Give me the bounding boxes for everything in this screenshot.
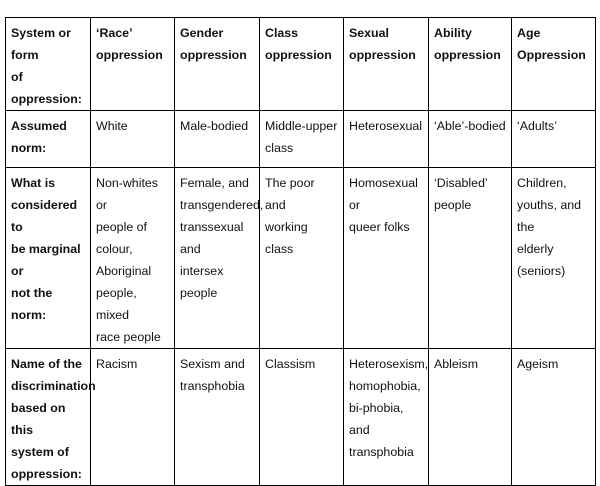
table-cell: ‘Adults’: [512, 111, 596, 168]
table-cell: Children, youths, and the elderly (seniors): [512, 168, 596, 349]
table-cell: Female, and transgendered, transsexual and intersex people: [175, 168, 260, 349]
row-label-assumed-norm: Assumed norm:: [6, 111, 91, 168]
table-cell: The poor and working class: [260, 168, 344, 349]
table-cell: Non-whites or people of colour, Aboriginal people, mixed race people: [91, 168, 175, 349]
table-cell: Sexism and transphobia: [175, 349, 260, 486]
table-cell: ‘Disabled’ people: [429, 168, 512, 349]
row-label-discrimination: Name of the discrimination based on this system of oppression:: [6, 349, 91, 486]
table-row-discrimination: [6, 349, 596, 486]
header-cell-race: ‘Race’ oppression: [91, 18, 175, 111]
header-cell-age: Age Oppression: [512, 18, 596, 111]
table-row-assumed-norm: [6, 111, 596, 168]
table-cell: Middle-upper class: [260, 111, 344, 168]
table-cell: Ageism: [512, 349, 596, 486]
table-cell: Classism: [260, 349, 344, 486]
table-cell: Heterosexual: [344, 111, 429, 168]
table-cell: White: [91, 111, 175, 168]
header-row: [6, 18, 596, 111]
table-cell: Homosexual or queer folks: [344, 168, 429, 349]
row-label-marginal: What is considered to be marginal or not the norm:: [6, 168, 91, 349]
header-cell-gender: Gender oppression: [175, 18, 260, 111]
table-cell: ‘Able’-bodied: [429, 111, 512, 168]
header-cell-ability: Ability oppression: [429, 18, 512, 111]
table-cell: Heterosexism, homophobia, bi-phobia, and transphobia: [344, 349, 429, 486]
table-row-marginal: [6, 168, 596, 349]
header-cell-sexual: Sexual oppression: [344, 18, 429, 111]
table-cell: Ableism: [429, 349, 512, 486]
header-cell-class: Class oppression: [260, 18, 344, 111]
oppression-table: [5, 17, 596, 486]
table-cell: Male-bodied: [175, 111, 260, 168]
table-cell: Racism: [91, 349, 175, 486]
header-cell-system: System or form of oppression:: [6, 18, 91, 111]
